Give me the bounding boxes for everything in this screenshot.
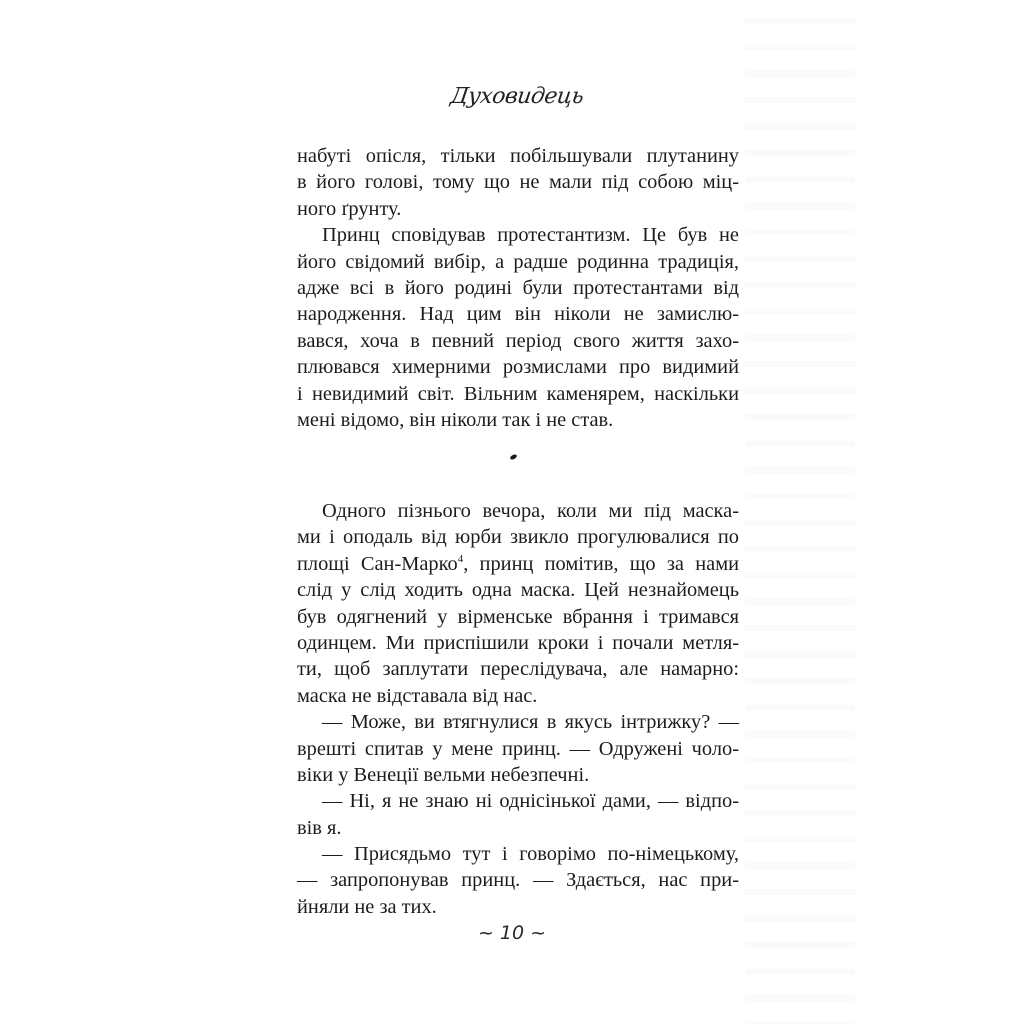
- text-line: ми і оподаль від юрби звикло прогулювалися по: [297, 526, 739, 549]
- text-line: ти, щоб заплутати переслідувача, але намарно:: [297, 658, 739, 681]
- text-line: і невидимий світ. Вільним каменярем, наскільки: [297, 382, 739, 405]
- text-line: — Може, ви втягнулися в якусь інтрижку? —: [322, 711, 739, 734]
- paragraph-block-2: [297, 498, 739, 920]
- text-line: його свідомий вибір, а радше родинна традиція,: [297, 250, 739, 273]
- running-head-title: Духовидець: [448, 84, 586, 109]
- text-fragment: площі Сан-Марко: [297, 552, 458, 575]
- text-line: — Ні, я не знаю ні однісінької дами, — відпо-: [322, 790, 739, 813]
- text-line: слід у слід ходить одна маска. Цей незнайомець: [297, 579, 739, 602]
- text-line: в його голові, тому що не мали під собою міц-: [297, 171, 739, 194]
- text-line: маска не відставала від нас.: [297, 684, 538, 707]
- text-line: вів я.: [297, 816, 342, 839]
- text-line: народження. Над цим він ніколи не замислю-: [297, 303, 739, 326]
- page-number: ~ 10 ~: [477, 922, 547, 944]
- paper-bleed-through: [745, 0, 855, 1024]
- text-line: ного ґрунту.: [297, 197, 402, 220]
- text-line: врешті спитав у мене принц. — Одружені чоло-: [297, 737, 739, 760]
- text-line: одинцем. Ми приспішили кроки і почали метля-: [297, 631, 739, 654]
- text-line: плювався химерними розмислами про видимий: [297, 356, 739, 379]
- text-line: Принц сповідував протестантизм. Це був не: [322, 224, 739, 247]
- footnote-marker[interactable]: 4: [457, 552, 464, 565]
- text-line: Одного пізнього вечора, коли ми під маска-: [322, 500, 739, 522]
- text-line: був одягнений у вірменське вбрання і тримався: [297, 605, 739, 628]
- text-line: йняли не за тих.: [297, 895, 437, 918]
- text-line: — Присядьмо тут і говорімо по-німецькому,: [322, 843, 739, 866]
- paragraph-block-1: [297, 143, 739, 433]
- text-line-with-footnote: [297, 551, 739, 577]
- text-line: — запропонував принц. — Здається, нас при-: [297, 869, 739, 892]
- text-line: віки у Венеції вельми небезпечні.: [297, 763, 590, 786]
- text-fragment: , принц помітив, що за нами: [463, 552, 740, 575]
- text-line: мені відомо, він ніколи так і не став.: [297, 408, 614, 431]
- text-line: адже всі в його родині були протестантами від: [297, 276, 739, 299]
- text-line: набуті опісля, тільки побільшували плутанину: [297, 145, 739, 167]
- text-line: вався, хоча в певний період свого життя захо-: [297, 329, 739, 352]
- section-break-ornament-icon: [508, 452, 520, 462]
